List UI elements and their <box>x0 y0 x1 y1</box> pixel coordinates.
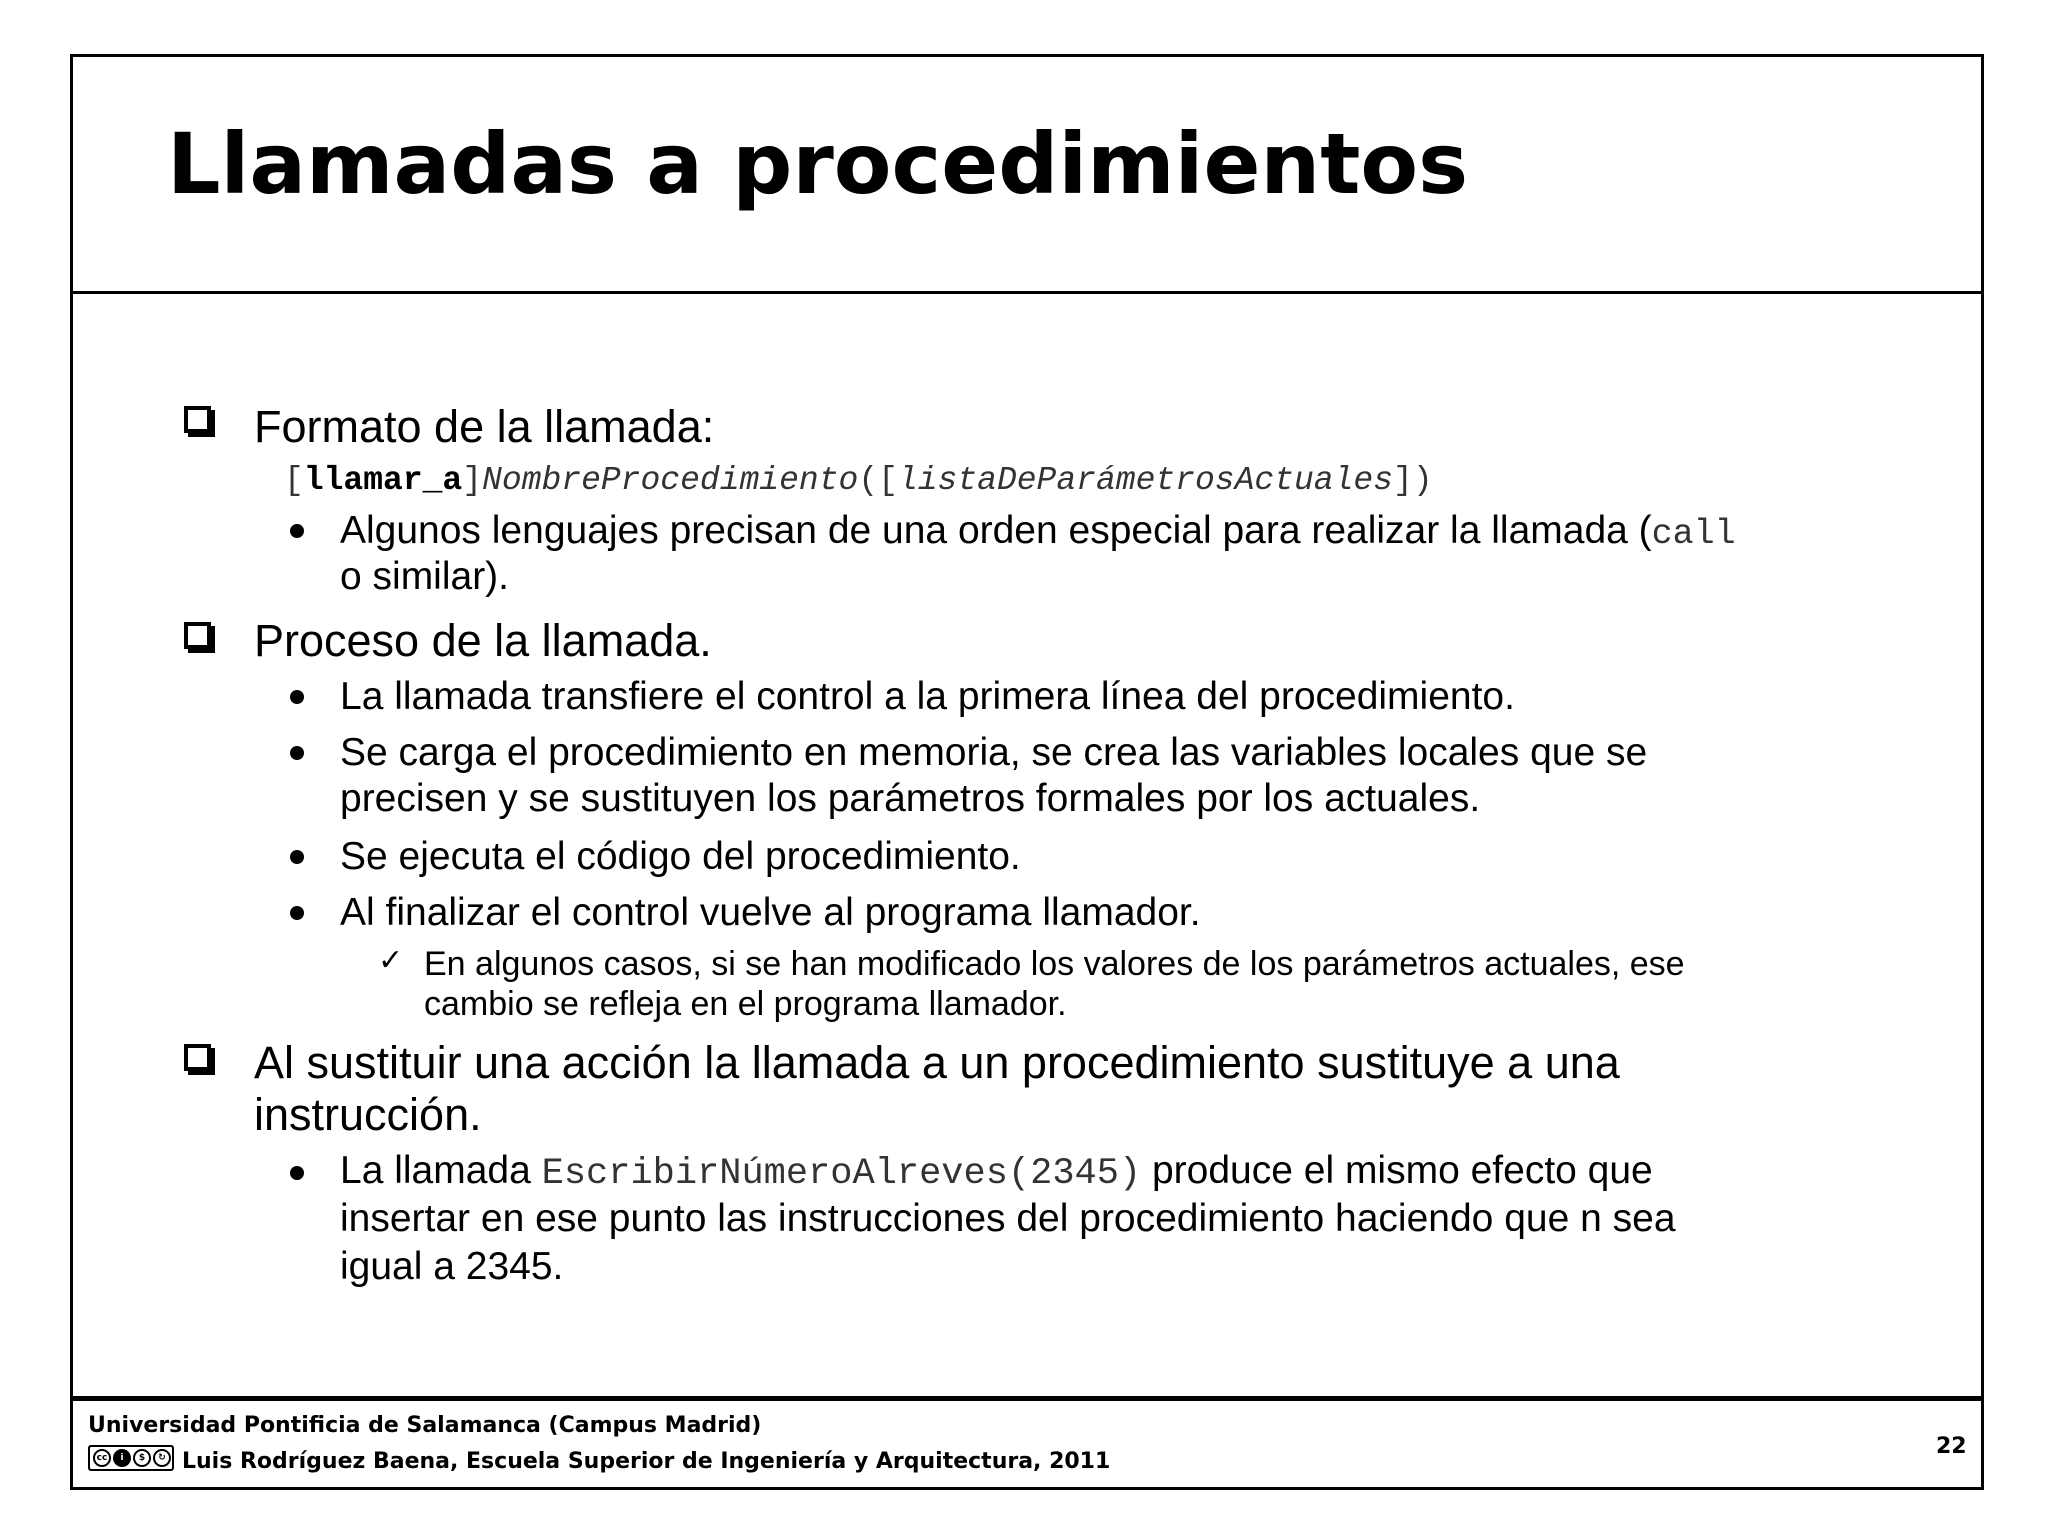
syntax-bracket: ] <box>462 462 483 499</box>
list-item: Se carga el procedimiento en memoria, se crea las variables locales que se <box>340 731 1648 774</box>
inline-code: EscribirNúmeroAlreves(2345) <box>541 1153 1142 1195</box>
syntax-keyword: llamar_a <box>303 462 463 499</box>
cc-icon: cc <box>93 1449 111 1467</box>
list-item <box>340 508 1736 557</box>
cc-by-icon: i <box>113 1449 131 1467</box>
list-item-continuation: precisen y se sustituyen los parámetros formales por los actuales. <box>340 777 1481 820</box>
cc-license-icon <box>88 1445 174 1471</box>
item-sustituir: Al sustituir una acción la llamada a un procedimiento sustituye a una <box>254 1037 1620 1088</box>
footer-divider <box>70 1396 1984 1401</box>
bullet-text: Algunos lenguajes precisan de una orden especial para realizar la llamada ( <box>340 509 1652 552</box>
checkmark-icon: ✓ <box>378 943 404 978</box>
bullet-dot-icon <box>290 746 304 760</box>
checkbox-bullet-icon <box>184 406 211 433</box>
list-item: La llamada transfiere el control a la primera línea del procedimiento. <box>340 675 1515 718</box>
page-title: Llamadas a procedimientos <box>167 115 1469 213</box>
bullet-dot-icon <box>290 850 304 864</box>
list-item <box>340 1148 1653 1197</box>
footer-author: Luis Rodríguez Baena, Escuela Superior de Ingeniería y Arquitectura, 2011 <box>182 1449 1111 1474</box>
inline-code: call <box>1651 514 1736 554</box>
syntax-proc-name: NombreProcedimiento <box>482 462 859 499</box>
page-number: 22 <box>1936 1434 1967 1459</box>
list-item-continuation: insertar en ese punto las instrucciones del procedimiento haciendo que n sea <box>340 1197 1676 1240</box>
item-sustituir-continuation: instrucción. <box>254 1089 482 1140</box>
syntax-params: listaDeParámetrosActuales <box>897 462 1394 499</box>
list-item-continuation: igual a 2345. <box>340 1245 564 1288</box>
sub-list-item-continuation: cambio se refleja en el programa llamador. <box>424 985 1067 1023</box>
checkbox-bullet-icon <box>184 1044 211 1071</box>
cc-sa-icon: ↻ <box>153 1449 171 1467</box>
list-item-continuation: o similar). <box>340 555 510 598</box>
footer-institution: Universidad Pontificia de Salamanca (Campus Madrid) <box>88 1413 762 1438</box>
item-proceso: Proceso de la llamada. <box>254 615 712 666</box>
bullet-text: La llamada <box>340 1149 542 1192</box>
item-formato: Formato de la llamada: <box>254 401 715 452</box>
list-item: Al finalizar el control vuelve al programa llamador. <box>340 891 1201 934</box>
syntax-paren: ([ <box>858 462 898 499</box>
bullet-dot-icon <box>290 1166 304 1180</box>
bullet-text: produce el mismo efecto que <box>1141 1149 1653 1192</box>
list-item: Se ejecuta el código del procedimiento. <box>340 835 1021 878</box>
syntax-bracket: [ <box>284 462 304 499</box>
bullet-dot-icon <box>290 906 304 920</box>
call-syntax <box>284 458 1433 501</box>
cc-nc-icon: $ <box>133 1449 151 1467</box>
bullet-dot-icon <box>290 690 304 704</box>
sub-list-item: En algunos casos, si se han modificado los valores de los parámetros actuales, ese <box>424 945 1685 983</box>
syntax-paren: ]) <box>1393 462 1433 499</box>
bullet-dot-icon <box>290 524 304 538</box>
checkbox-bullet-icon <box>184 622 211 649</box>
title-divider <box>70 291 1984 294</box>
